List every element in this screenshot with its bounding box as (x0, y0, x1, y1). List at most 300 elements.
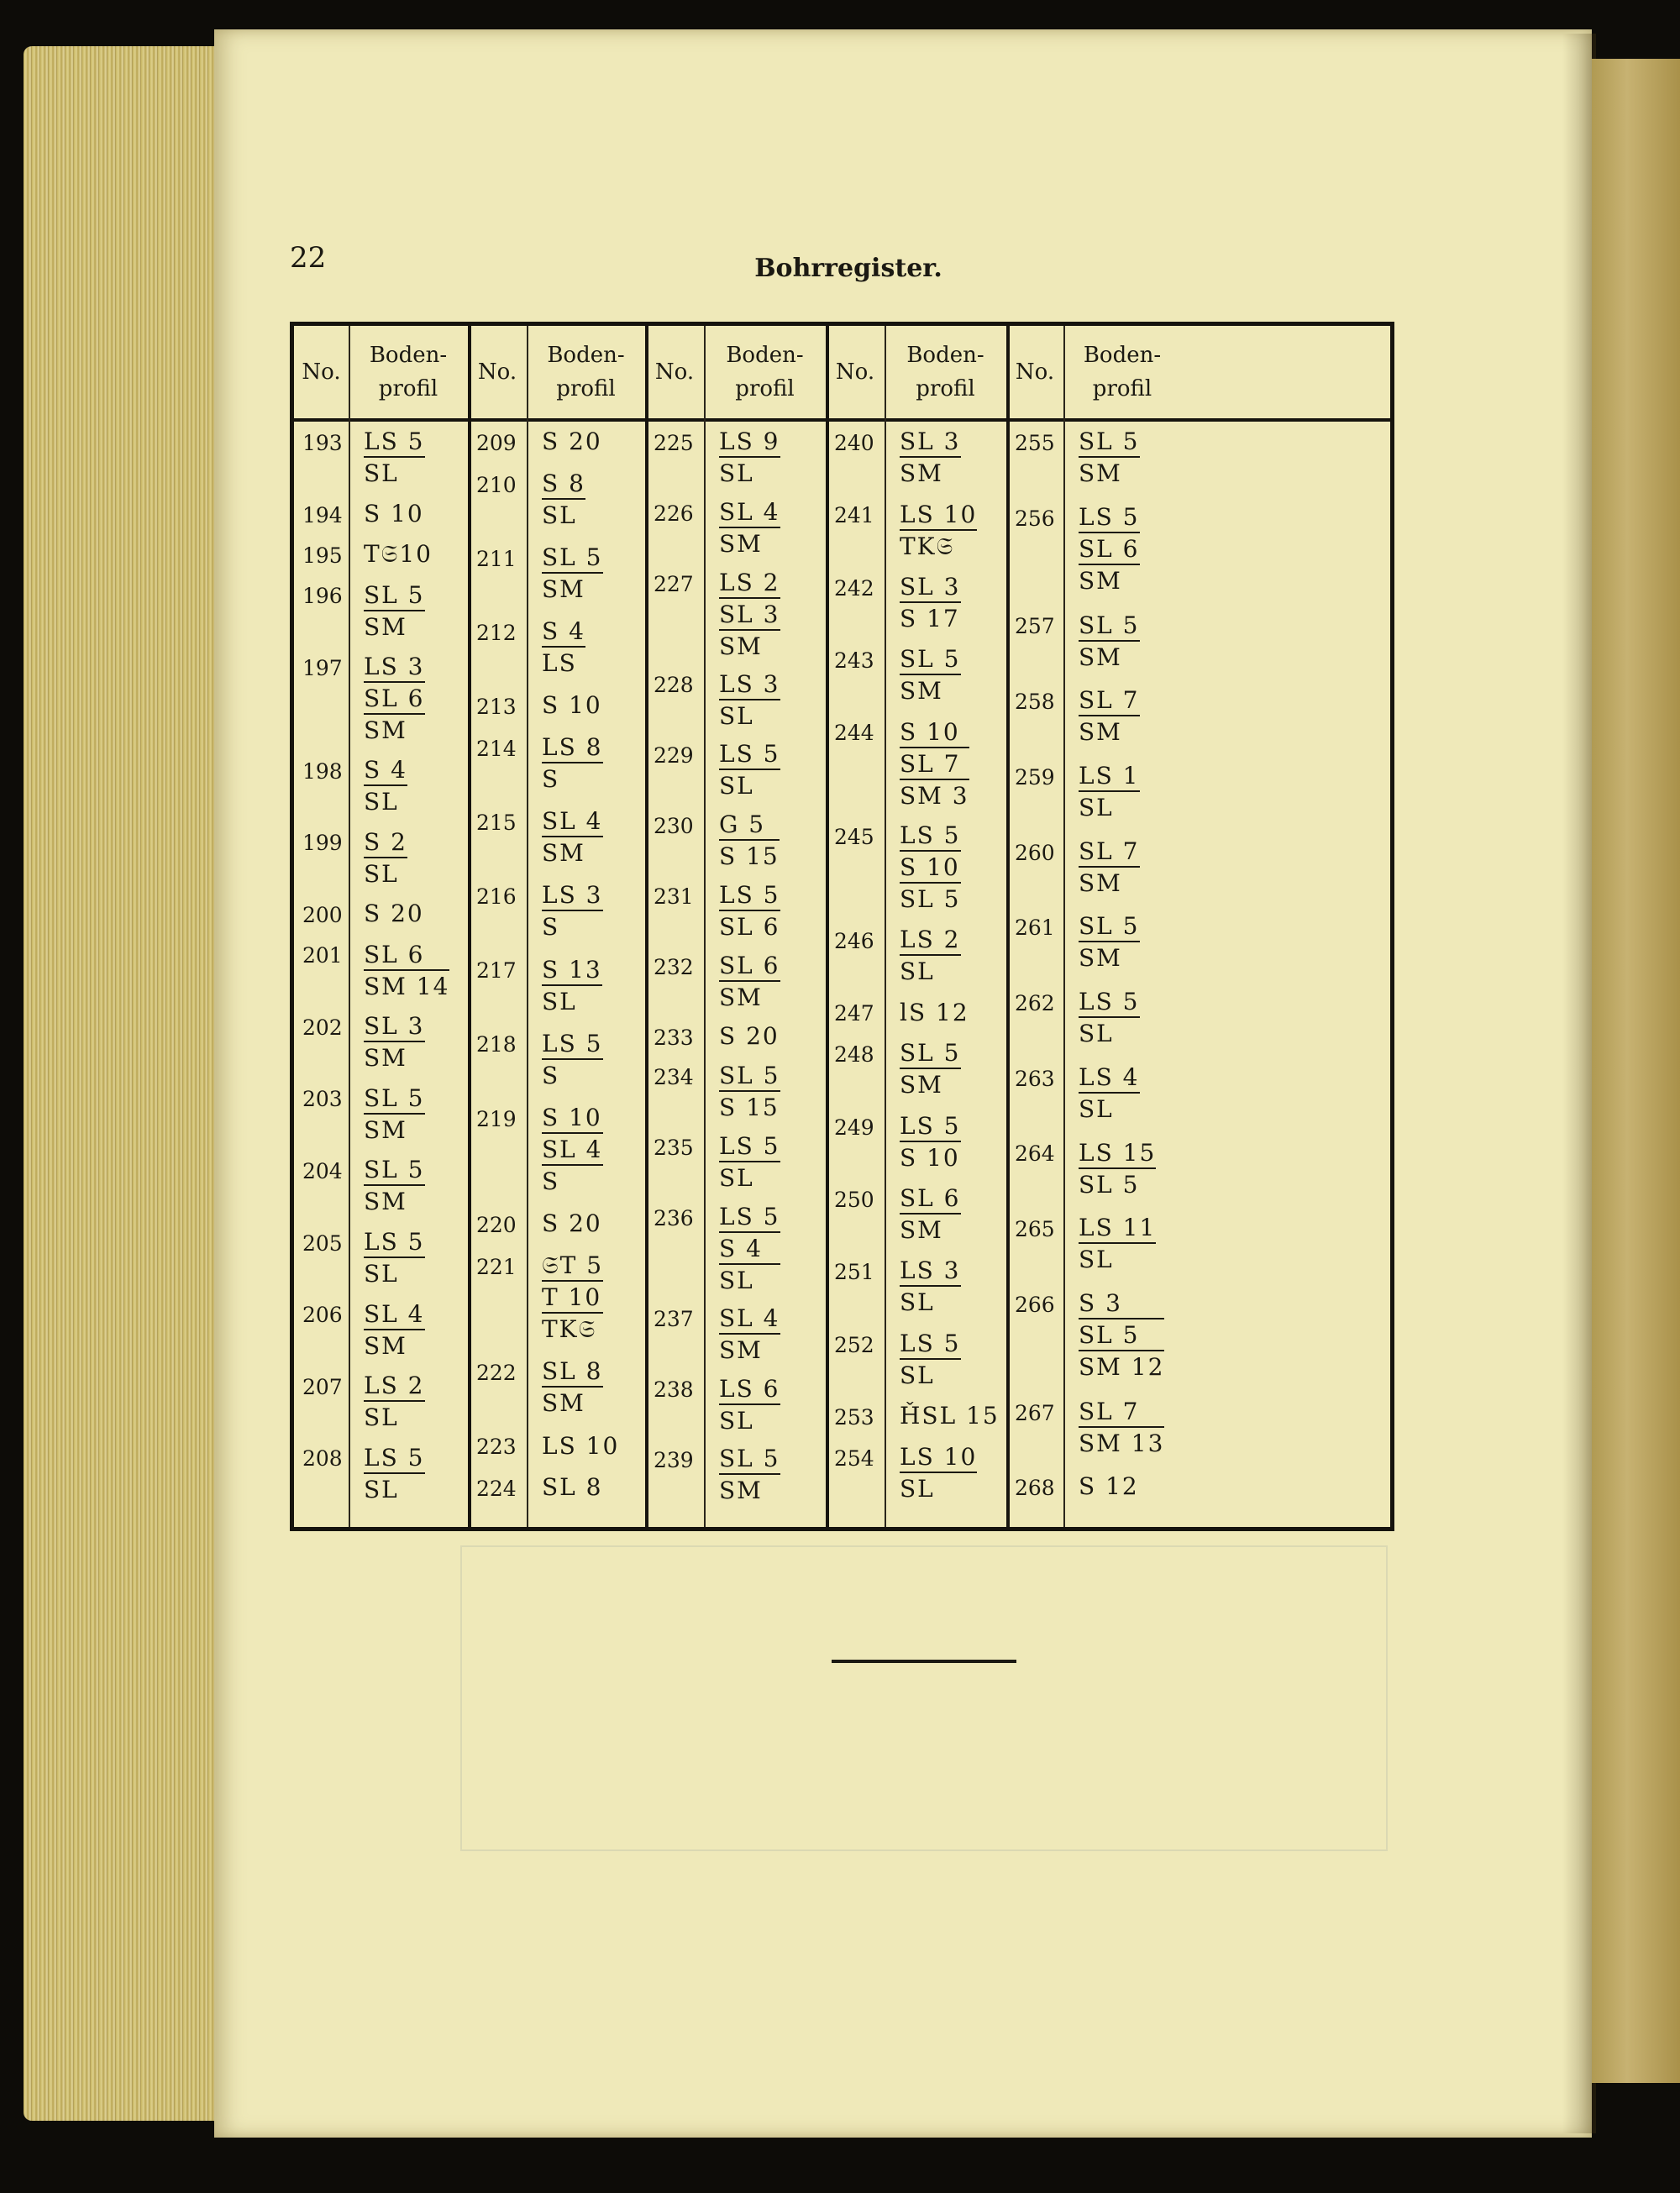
soil-layer: SL (719, 699, 780, 731)
soil-layer: lS 12 (900, 998, 969, 1026)
soil-layer: SL 4 (719, 1304, 780, 1332)
soil-layer: SL 6 (719, 952, 780, 980)
soil-layer: SM (900, 1068, 961, 1099)
table-row-bodenprofil (900, 821, 961, 914)
table-row-number: 207 (302, 1374, 343, 1399)
table-row-bodenprofil (1079, 762, 1140, 822)
soil-layer: S 10 (900, 1141, 961, 1173)
soil-layer: LS 5 (1079, 502, 1140, 531)
table-row-bodenprofil (364, 1372, 425, 1432)
table-row-bodenprofil (542, 1357, 603, 1418)
table-row-bodenprofil (364, 941, 449, 1001)
soil-layer: LS 2 (719, 569, 780, 597)
soil-layer: LS 8 (542, 733, 603, 762)
soil-layer: SL (719, 1161, 780, 1193)
soil-layer: SM (364, 1184, 425, 1216)
soil-layer: S 15 (719, 1090, 780, 1122)
soil-layer: SL (900, 1472, 977, 1503)
soil-layer: S 17 (900, 601, 961, 633)
soil-layer: SL 7 (1079, 837, 1140, 865)
table-row-bodenprofil (900, 1257, 961, 1317)
table-row-number: 220 (476, 1213, 517, 1238)
header-bodenprofil (349, 326, 468, 418)
soil-layer: S (542, 1058, 603, 1090)
header-no: No. (654, 359, 695, 385)
soil-layer: LS 10 (900, 500, 978, 528)
soil-layer: S 4 (364, 756, 407, 784)
soil-layer: LS 3 (542, 881, 603, 910)
table-row-number: 209 (476, 431, 517, 455)
soil-layer: SM (1079, 456, 1140, 488)
soil-layer: SL 5 (542, 543, 603, 572)
table-row-number: 266 (1015, 1292, 1055, 1317)
table-row-bodenprofil (542, 428, 602, 456)
table-row-number: 236 (654, 1205, 694, 1230)
soil-layer: SM (719, 629, 780, 661)
table-row-number: 213 (476, 695, 517, 720)
soil-layer: LS 5 (364, 1227, 425, 1256)
soil-layer: SL 5 (1079, 428, 1140, 456)
table-row-number: 222 (476, 1361, 517, 1386)
table-row-number: 193 (302, 431, 343, 455)
table-row-number: 223 (476, 1435, 517, 1460)
table-row-bodenprofil (542, 617, 585, 678)
soil-layer: LS (542, 646, 585, 678)
soil-layer: S 20 (719, 1022, 780, 1051)
table-row-bodenprofil (900, 1443, 977, 1503)
table-row-bodenprofil (364, 1012, 425, 1073)
table-row-bodenprofil (1079, 1398, 1164, 1458)
soil-layer: S 10 (542, 1103, 602, 1131)
table-row-bodenprofil (542, 956, 602, 1016)
table-row-bodenprofil (364, 581, 425, 642)
column-group-divider (645, 326, 648, 1527)
soil-layer: SL 6 (364, 940, 425, 968)
soil-layer: S (542, 910, 603, 942)
soil-layer: S 4 (542, 617, 585, 646)
table-row-number: 255 (1015, 431, 1055, 455)
table-row-number: 237 (654, 1307, 694, 1332)
header-bodenprofil (885, 326, 1006, 418)
table-row-bodenprofil (1079, 1472, 1139, 1501)
soil-layer: S 4 (719, 1231, 780, 1263)
soil-layer: SM (1079, 715, 1140, 747)
table-row-bodenprofil (364, 1228, 425, 1288)
table-row-bodenprofil (542, 733, 603, 794)
soil-layer: LS 15 (1079, 1138, 1157, 1167)
table-row-bodenprofil (364, 756, 407, 816)
soil-layer: SL 5 (1079, 611, 1140, 639)
table-row-bodenprofil (1079, 837, 1140, 898)
soil-layer: SL 6 (900, 1184, 961, 1213)
soil-layer: SL 7 (1079, 1397, 1140, 1425)
soil-layer: SM (364, 610, 425, 642)
soil-layer: LS 4 (1079, 1062, 1140, 1091)
header-no: No. (1015, 359, 1055, 385)
soil-layer: SL 4 (542, 1132, 603, 1164)
table-row-bodenprofil (900, 999, 969, 1027)
soil-layer: SL 8 (542, 1357, 603, 1386)
soil-layer: LS 5 (900, 821, 961, 850)
table-row-number: 241 (834, 503, 874, 528)
table-row-number: 259 (1015, 764, 1055, 790)
soil-layer: SL (364, 1472, 425, 1504)
soil-layer: SL 6 (364, 681, 425, 713)
column-divider (704, 326, 706, 1527)
table-row-number: 247 (834, 1001, 874, 1026)
table-row-bodenprofil (900, 645, 961, 706)
table-row-number: 246 (834, 929, 874, 954)
soil-layer: LS 9 (719, 428, 780, 456)
soil-layer: SM (364, 713, 425, 745)
table-row-bodenprofil (900, 1184, 961, 1245)
table-row-bodenprofil (1079, 1063, 1140, 1124)
soil-layer: SL (900, 954, 961, 986)
soil-layer: S 20 (364, 900, 424, 928)
table-row-bodenprofil (542, 1432, 619, 1461)
table-row-number: 224 (476, 1477, 517, 1502)
table-row-bodenprofil (1079, 503, 1140, 595)
soil-layer: LS 10 (900, 1442, 978, 1471)
table-row-number: 200 (302, 902, 343, 927)
table-row-number: 227 (654, 571, 694, 596)
table-row-number: 256 (1015, 506, 1055, 531)
soil-layer: SL (364, 456, 425, 488)
table-row-number: 257 (1015, 614, 1055, 639)
soil-layer: S 20 (542, 1209, 602, 1238)
table-row-number: 258 (1015, 690, 1055, 715)
table-row-number: 238 (654, 1377, 694, 1403)
table-row-bodenprofil (364, 1300, 425, 1361)
table-row-number: 234 (654, 1065, 694, 1090)
column-group-divider (468, 326, 471, 1527)
table-row-bodenprofil (719, 1375, 780, 1435)
soil-layer: LS 5 (542, 1029, 603, 1057)
table-row-number: 203 (302, 1087, 343, 1112)
table-row-number: 250 (834, 1187, 874, 1212)
table-row-bodenprofil (719, 1022, 780, 1051)
table-row-number: 195 (302, 543, 343, 568)
soil-layer: S 12 (1079, 1472, 1139, 1501)
header-bodenprofil-line: Boden- (726, 343, 804, 368)
table-row-number: 217 (476, 958, 517, 984)
table-row-number: 214 (476, 736, 517, 761)
table-row-bodenprofil (900, 1330, 961, 1390)
table-row-number: 219 (476, 1106, 517, 1131)
soil-layer: SM (1079, 866, 1140, 898)
table-row-number: 240 (834, 431, 874, 455)
table-row-number: 226 (654, 501, 694, 526)
header-no: No. (835, 359, 875, 385)
table-row-bodenprofil (542, 881, 603, 942)
table-row-bodenprofil (1079, 1214, 1156, 1274)
soil-layer: LS 5 (900, 1111, 961, 1140)
table-row-bodenprofil (364, 1084, 425, 1145)
soil-layer: LS 5 (900, 1329, 961, 1357)
table-row-bodenprofil (900, 1039, 961, 1099)
table-row-bodenprofil (719, 1304, 780, 1365)
soil-layer: SM 13 (1079, 1426, 1164, 1458)
table-row-bodenprofil (542, 1473, 603, 1502)
table-row-bodenprofil (542, 807, 603, 868)
soil-layer: SM (1079, 564, 1140, 595)
table-row-bodenprofil (900, 718, 969, 811)
table-row-number: 210 (476, 472, 517, 497)
book-page-edges (24, 46, 225, 2121)
soil-layer: S 15 (719, 839, 780, 871)
soil-layer: S 2 (364, 827, 407, 856)
table-row-number: 212 (476, 621, 517, 646)
soil-layer: ȞSL 15 (900, 1402, 1000, 1430)
column-divider (527, 326, 528, 1527)
soil-layer: SM (719, 1333, 780, 1365)
soil-layer: LS 5 (719, 1132, 780, 1161)
header-bodenprofil-line: Boden- (1083, 343, 1162, 368)
table-row-number: 242 (834, 575, 874, 601)
table-row-bodenprofil (900, 1112, 961, 1173)
column-divider (349, 326, 350, 1527)
soil-layer: SL (364, 1400, 425, 1432)
soil-layer: SL 5 (900, 1039, 961, 1068)
table-row-number: 197 (302, 655, 343, 680)
table-row-bodenprofil (364, 653, 425, 745)
table-row-number: 244 (834, 721, 874, 746)
table-row-number: 232 (654, 954, 694, 979)
soil-layer: SL 7 (1079, 686, 1140, 715)
soil-layer: SL 5 (364, 580, 425, 609)
soil-layer: SL (900, 1358, 961, 1390)
table-row-number: 194 (302, 502, 343, 527)
table-row-bodenprofil (542, 543, 603, 604)
soil-layer: S 10 (900, 850, 961, 882)
soil-layer: LS 5 (1079, 988, 1140, 1016)
page-number: 22 (290, 241, 327, 275)
soil-layer: LS 6 (719, 1374, 780, 1403)
table-row-bodenprofil (364, 428, 425, 488)
table-row-bodenprofil (719, 1132, 780, 1193)
soil-layer: S 10 (900, 717, 960, 746)
table-row-bodenprofil (542, 1030, 603, 1090)
soil-layer: SL 5 (900, 882, 961, 914)
table-row-bodenprofil (364, 900, 424, 928)
table-row-number: 262 (1015, 991, 1055, 1015)
soil-layer: SL 7 (900, 747, 969, 779)
header-bodenprofil-line: Boden- (369, 343, 448, 368)
table-row-number: 196 (302, 584, 343, 609)
table-row-bodenprofil (719, 428, 780, 488)
table-row-number: 225 (654, 431, 694, 455)
soil-layer: SL (719, 1263, 780, 1295)
table-row-bodenprofil (900, 428, 961, 488)
soil-layer: LS 5 (719, 740, 780, 769)
soil-layer: LS 5 (364, 428, 425, 456)
soil-layer: T 10 (542, 1280, 603, 1312)
table-row-number: 253 (834, 1404, 874, 1430)
header-bodenprofil-line: Boden- (906, 343, 984, 368)
table-row-bodenprofil (719, 1445, 780, 1505)
table-row-number: 218 (476, 1032, 517, 1057)
header-bodenprofil (704, 326, 826, 418)
soil-layer: SM (900, 456, 961, 488)
table-row-number: 221 (476, 1254, 517, 1279)
table-row-number: 211 (476, 546, 517, 571)
soil-layer: SM (1079, 941, 1140, 973)
bohrregister-table (290, 322, 1394, 1531)
table-row-bodenprofil (1079, 1289, 1164, 1382)
soil-layer: LS 5 (719, 1203, 780, 1231)
table-row-number: 252 (834, 1332, 874, 1357)
table-row-number: 235 (654, 1136, 694, 1160)
table-row-number: 216 (476, 884, 517, 910)
table-row-number: 199 (302, 831, 343, 856)
table-row-bodenprofil (1079, 428, 1140, 488)
header-no: No. (302, 359, 341, 385)
soil-layer: SL 5 (900, 645, 961, 674)
soil-layer: SM (542, 1386, 603, 1418)
soil-layer: SL 5 (1079, 1318, 1164, 1350)
soil-layer: SL 4 (719, 498, 780, 527)
table-row-number: 204 (302, 1159, 343, 1184)
soil-layer: SL 3 (719, 597, 780, 629)
soil-layer: SL (1079, 790, 1140, 822)
table-row-bodenprofil (719, 498, 780, 559)
soil-layer: SL (719, 769, 780, 800)
soil-layer: S 13 (542, 955, 602, 984)
table-row-bodenprofil (719, 881, 780, 942)
table-row-number: 254 (834, 1445, 874, 1471)
soil-layer: S (542, 1164, 603, 1196)
soil-layer: SL (364, 857, 407, 889)
table-row-bodenprofil (900, 573, 961, 633)
column-group-divider (826, 326, 829, 1527)
soil-layer: SL (1079, 1242, 1156, 1274)
header-bodenprofil (1063, 326, 1181, 418)
table-row-number: 267 (1015, 1400, 1055, 1425)
soil-layer: SL 3 (900, 572, 961, 601)
table-row-number: 205 (302, 1230, 343, 1256)
soil-layer: SL 8 (542, 1473, 603, 1502)
table-row-bodenprofil (1079, 912, 1140, 973)
table-row-number: 243 (834, 648, 874, 673)
soil-layer: LS 2 (900, 926, 961, 954)
table-row-number: 215 (476, 811, 517, 836)
table-row-bodenprofil (542, 1209, 602, 1238)
soil-layer: 𝔖T 5 (542, 1251, 604, 1279)
header-bodenprofil-line: profil (735, 376, 795, 401)
soil-layer: SL 5 (719, 1062, 780, 1090)
table-row-bodenprofil (719, 1203, 780, 1295)
soil-layer: TK𝔖 (900, 529, 977, 561)
soil-layer: SM (900, 674, 961, 706)
soil-layer: SM (1079, 640, 1140, 672)
soil-layer: LS 10 (542, 1431, 620, 1460)
soil-layer: SL (1079, 1016, 1140, 1048)
soil-layer: S 10 (364, 499, 424, 527)
soil-layer: SL 5 (364, 1083, 425, 1112)
table-row-number: 231 (654, 884, 694, 909)
table-row-bodenprofil (719, 952, 780, 1012)
table-row-bodenprofil (364, 1156, 425, 1216)
table-row-bodenprofil (364, 540, 433, 569)
table-row-bodenprofil (542, 1104, 603, 1196)
soil-layer: T𝔖10 (364, 540, 433, 569)
end-rule (832, 1660, 1016, 1663)
soil-layer: LS 3 (719, 669, 780, 698)
table-row-number: 229 (654, 743, 694, 769)
header-bodenprofil-line: profil (916, 376, 975, 401)
header-no: No. (477, 359, 517, 385)
header-bodenprofil (527, 326, 645, 418)
table-row-bodenprofil (719, 670, 780, 731)
soil-layer: SL (542, 498, 585, 530)
column-divider (1063, 326, 1065, 1527)
soil-layer: SL (364, 1257, 425, 1288)
column-group-divider (1006, 326, 1010, 1527)
table-row-number: 249 (834, 1115, 874, 1140)
facing-page-edge (1592, 59, 1680, 2083)
column-divider (885, 326, 886, 1527)
table-row-number: 261 (1015, 915, 1055, 941)
table-row-bodenprofil (900, 926, 961, 986)
table-row-number: 206 (302, 1303, 343, 1328)
table-row-bodenprofil (1079, 1139, 1156, 1199)
soil-layer: SL (900, 1285, 961, 1317)
soil-layer: TK𝔖 (542, 1312, 603, 1344)
soil-layer: SL 3 (900, 428, 961, 456)
soil-layer: S 10 (542, 691, 602, 720)
soil-layer: SL (719, 1403, 780, 1435)
table-row-number: 263 (1015, 1066, 1055, 1091)
table-row-number: 248 (834, 1042, 874, 1068)
table-row-number: 233 (654, 1025, 694, 1050)
soil-layer: LS 3 (364, 653, 425, 681)
table-row-bodenprofil (364, 500, 424, 528)
table-row-bodenprofil (719, 811, 780, 871)
table-row-number: 198 (302, 758, 343, 784)
soil-layer: SL 6 (1079, 532, 1140, 564)
table-row-number: 265 (1015, 1217, 1055, 1242)
table-row-bodenprofil (542, 691, 602, 720)
table-row-bodenprofil (1079, 686, 1140, 747)
soil-layer: LS 1 (1079, 761, 1140, 790)
soil-layer: SL 6 (719, 910, 780, 942)
soil-layer: LS 5 (364, 1443, 425, 1472)
soil-layer: SM (900, 1213, 961, 1245)
soil-layer: SM 12 (1079, 1350, 1164, 1382)
table-row-bodenprofil (900, 501, 977, 561)
soil-layer: SL (719, 456, 780, 488)
soil-layer: LS 11 (1079, 1214, 1157, 1242)
soil-layer: SL 5 (1079, 912, 1140, 941)
table-row-number: 260 (1015, 840, 1055, 865)
table-row-bodenprofil (900, 1402, 1000, 1430)
soil-layer: LS 2 (364, 1372, 425, 1400)
soil-layer: SM (542, 572, 603, 604)
soil-layer: LS 3 (900, 1257, 961, 1285)
soil-layer: SL (364, 784, 407, 816)
table-row-number: 202 (302, 1015, 343, 1040)
soil-layer: SM (364, 1041, 425, 1073)
soil-layer: SL 5 (1079, 1167, 1156, 1199)
soil-layer: SL (1079, 1092, 1140, 1124)
soil-layer: SL 4 (364, 1299, 425, 1328)
soil-layer: LS 5 (719, 881, 780, 910)
soil-layer: G 5 (719, 811, 766, 839)
soil-layer: SM (364, 1329, 425, 1361)
soil-layer: SM 3 (900, 779, 969, 811)
soil-layer: SL 4 (542, 807, 603, 836)
soil-layer: SM (364, 1113, 425, 1145)
